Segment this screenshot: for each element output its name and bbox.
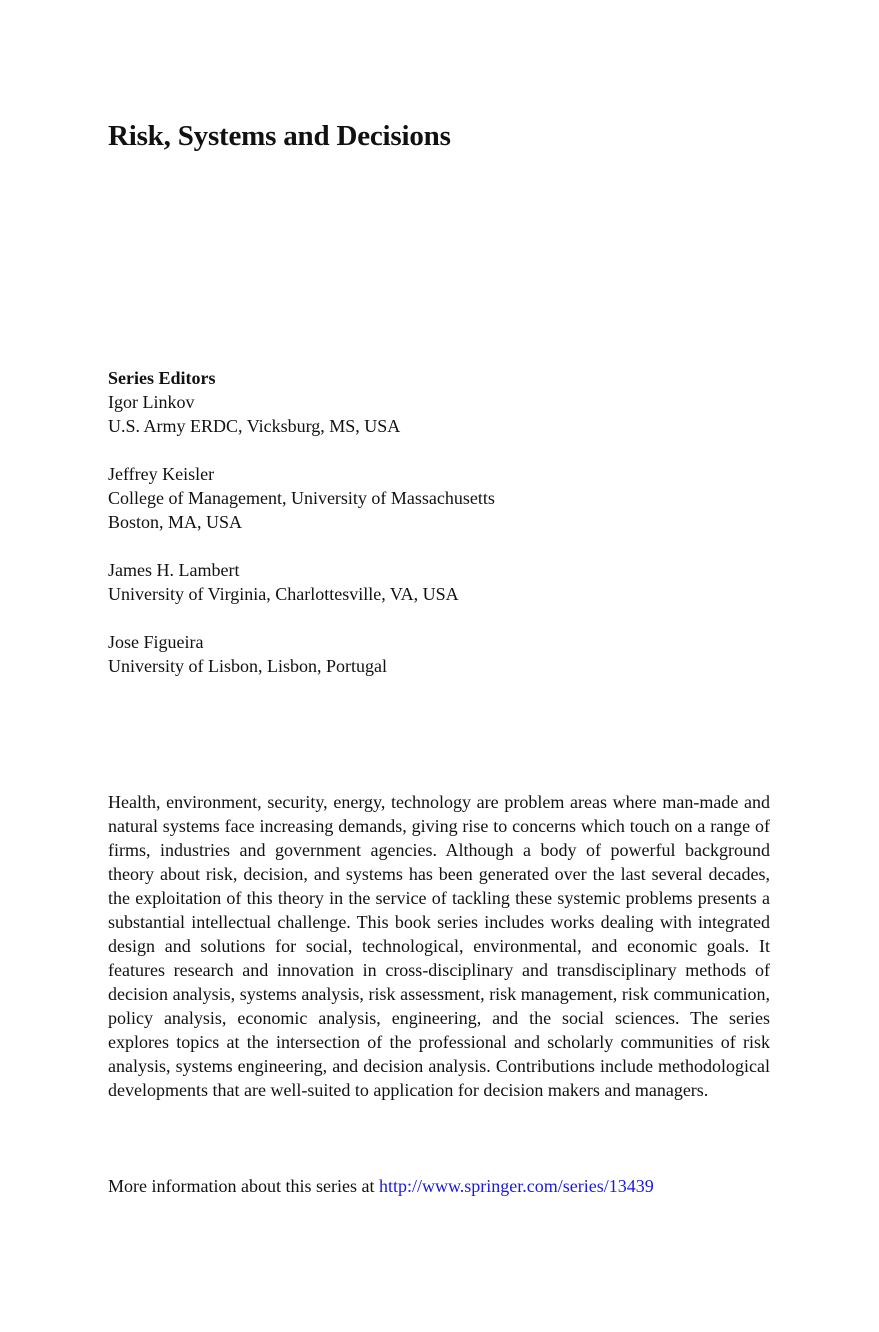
editor-affiliation: University of Lisbon, Lisbon, Portugal (108, 656, 387, 676)
series-editors-heading: Series Editors (108, 368, 216, 388)
editor-name: Jeffrey Keisler (108, 464, 215, 484)
editor-entry (108, 462, 770, 534)
editor-affiliation: College of Management, University of Massachusetts (108, 488, 495, 508)
series-editors-section (108, 366, 770, 702)
editor-name: Jose Figueira (108, 632, 204, 652)
editor-affiliation: Boston, MA, USA (108, 512, 243, 532)
editor-name: Igor Linkov (108, 392, 195, 412)
more-info-line (108, 1174, 654, 1198)
editor-name: James H. Lambert (108, 560, 240, 580)
series-url-link[interactable]: http://www.springer.com/series/13439 (378, 1176, 654, 1196)
editor-entry (108, 630, 770, 678)
editor-entry (108, 558, 770, 606)
series-title: Risk, Systems and Decisions (108, 120, 451, 152)
editor-entry (108, 390, 770, 438)
series-description: Health, environment, security, energy, technology are problem areas where man-made and natural systems face increasing demands, giving rise to concerns which touch on a range of firms, industries and government agencies. Although a body of powerful background theory about risk, decision, and systems has been generated over the last several decades, the exploitation of this theory in the service of tackling these systemic problems presents a substantial intellectual challenge. This book series includes works dealing with integrated design and solutions for social, technological, environmental, and economic goals. It features research and innovation in cross-disciplinary and transdisciplinary methods of decision analysis, systems analysis, risk assessment, risk management, risk communication, policy analysis, economic analysis, engineering, and the social sciences. The series explores topics at the intersection of the professional and scholarly communities of risk analysis, systems engineering, and decision analysis. Contributions include methodological developments that are well-suited to application for decision makers and managers. (108, 792, 770, 1100)
editor-affiliation: U.S. Army ERDC, Vicksburg, MS, USA (108, 416, 401, 436)
more-info-text: More information about this series at (108, 1176, 379, 1196)
editor-affiliation: University of Virginia, Charlottesville, VA, USA (108, 584, 459, 604)
